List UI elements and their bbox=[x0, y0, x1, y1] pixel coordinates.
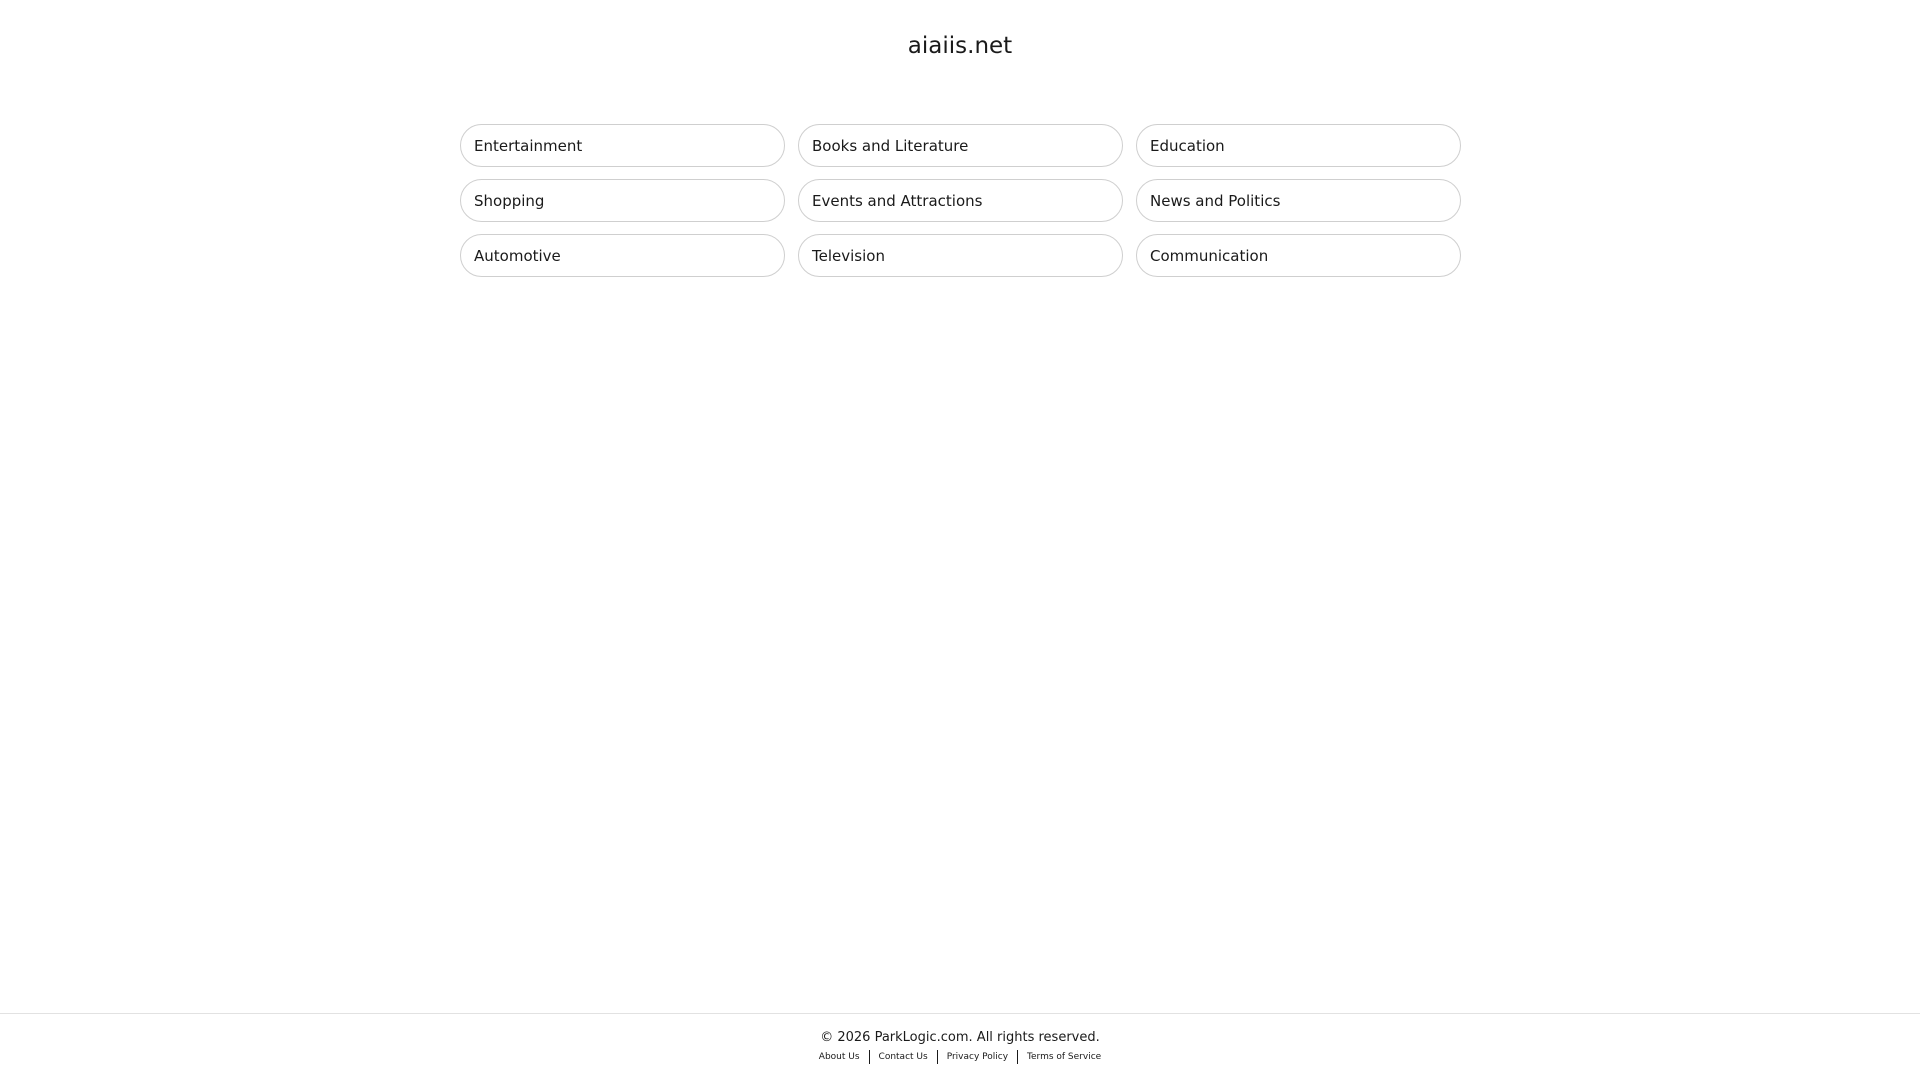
copyright-text: © 2026 ParkLogic.com. All rights reserved. bbox=[820, 1030, 1100, 1045]
link-news-and-politics[interactable]: News and Politics bbox=[1136, 179, 1461, 222]
footer-links bbox=[0, 1050, 1920, 1064]
link-shopping[interactable]: Shopping bbox=[460, 179, 785, 222]
related-links-grid bbox=[460, 124, 1461, 277]
footer-link-contact-us[interactable]: Contact Us bbox=[878, 1052, 928, 1062]
footer-link-terms-of-service[interactable]: Terms of Service bbox=[1027, 1052, 1102, 1062]
link-automotive[interactable]: Automotive bbox=[460, 234, 785, 277]
link-entertainment[interactable]: Entertainment bbox=[460, 124, 785, 167]
link-education[interactable]: Education bbox=[1136, 124, 1461, 167]
link-communication[interactable]: Communication bbox=[1136, 234, 1461, 277]
footer bbox=[0, 1013, 1920, 1080]
footer-link-about-us[interactable]: About Us bbox=[818, 1052, 860, 1062]
site-title: aiaiis.net bbox=[907, 33, 1013, 59]
link-television[interactable]: Television bbox=[798, 234, 1123, 277]
footer-link-privacy-policy[interactable]: Privacy Policy bbox=[946, 1052, 1009, 1062]
link-events-and-attractions[interactable]: Events and Attractions bbox=[798, 179, 1123, 222]
link-books-and-literature[interactable]: Books and Literature bbox=[798, 124, 1123, 167]
